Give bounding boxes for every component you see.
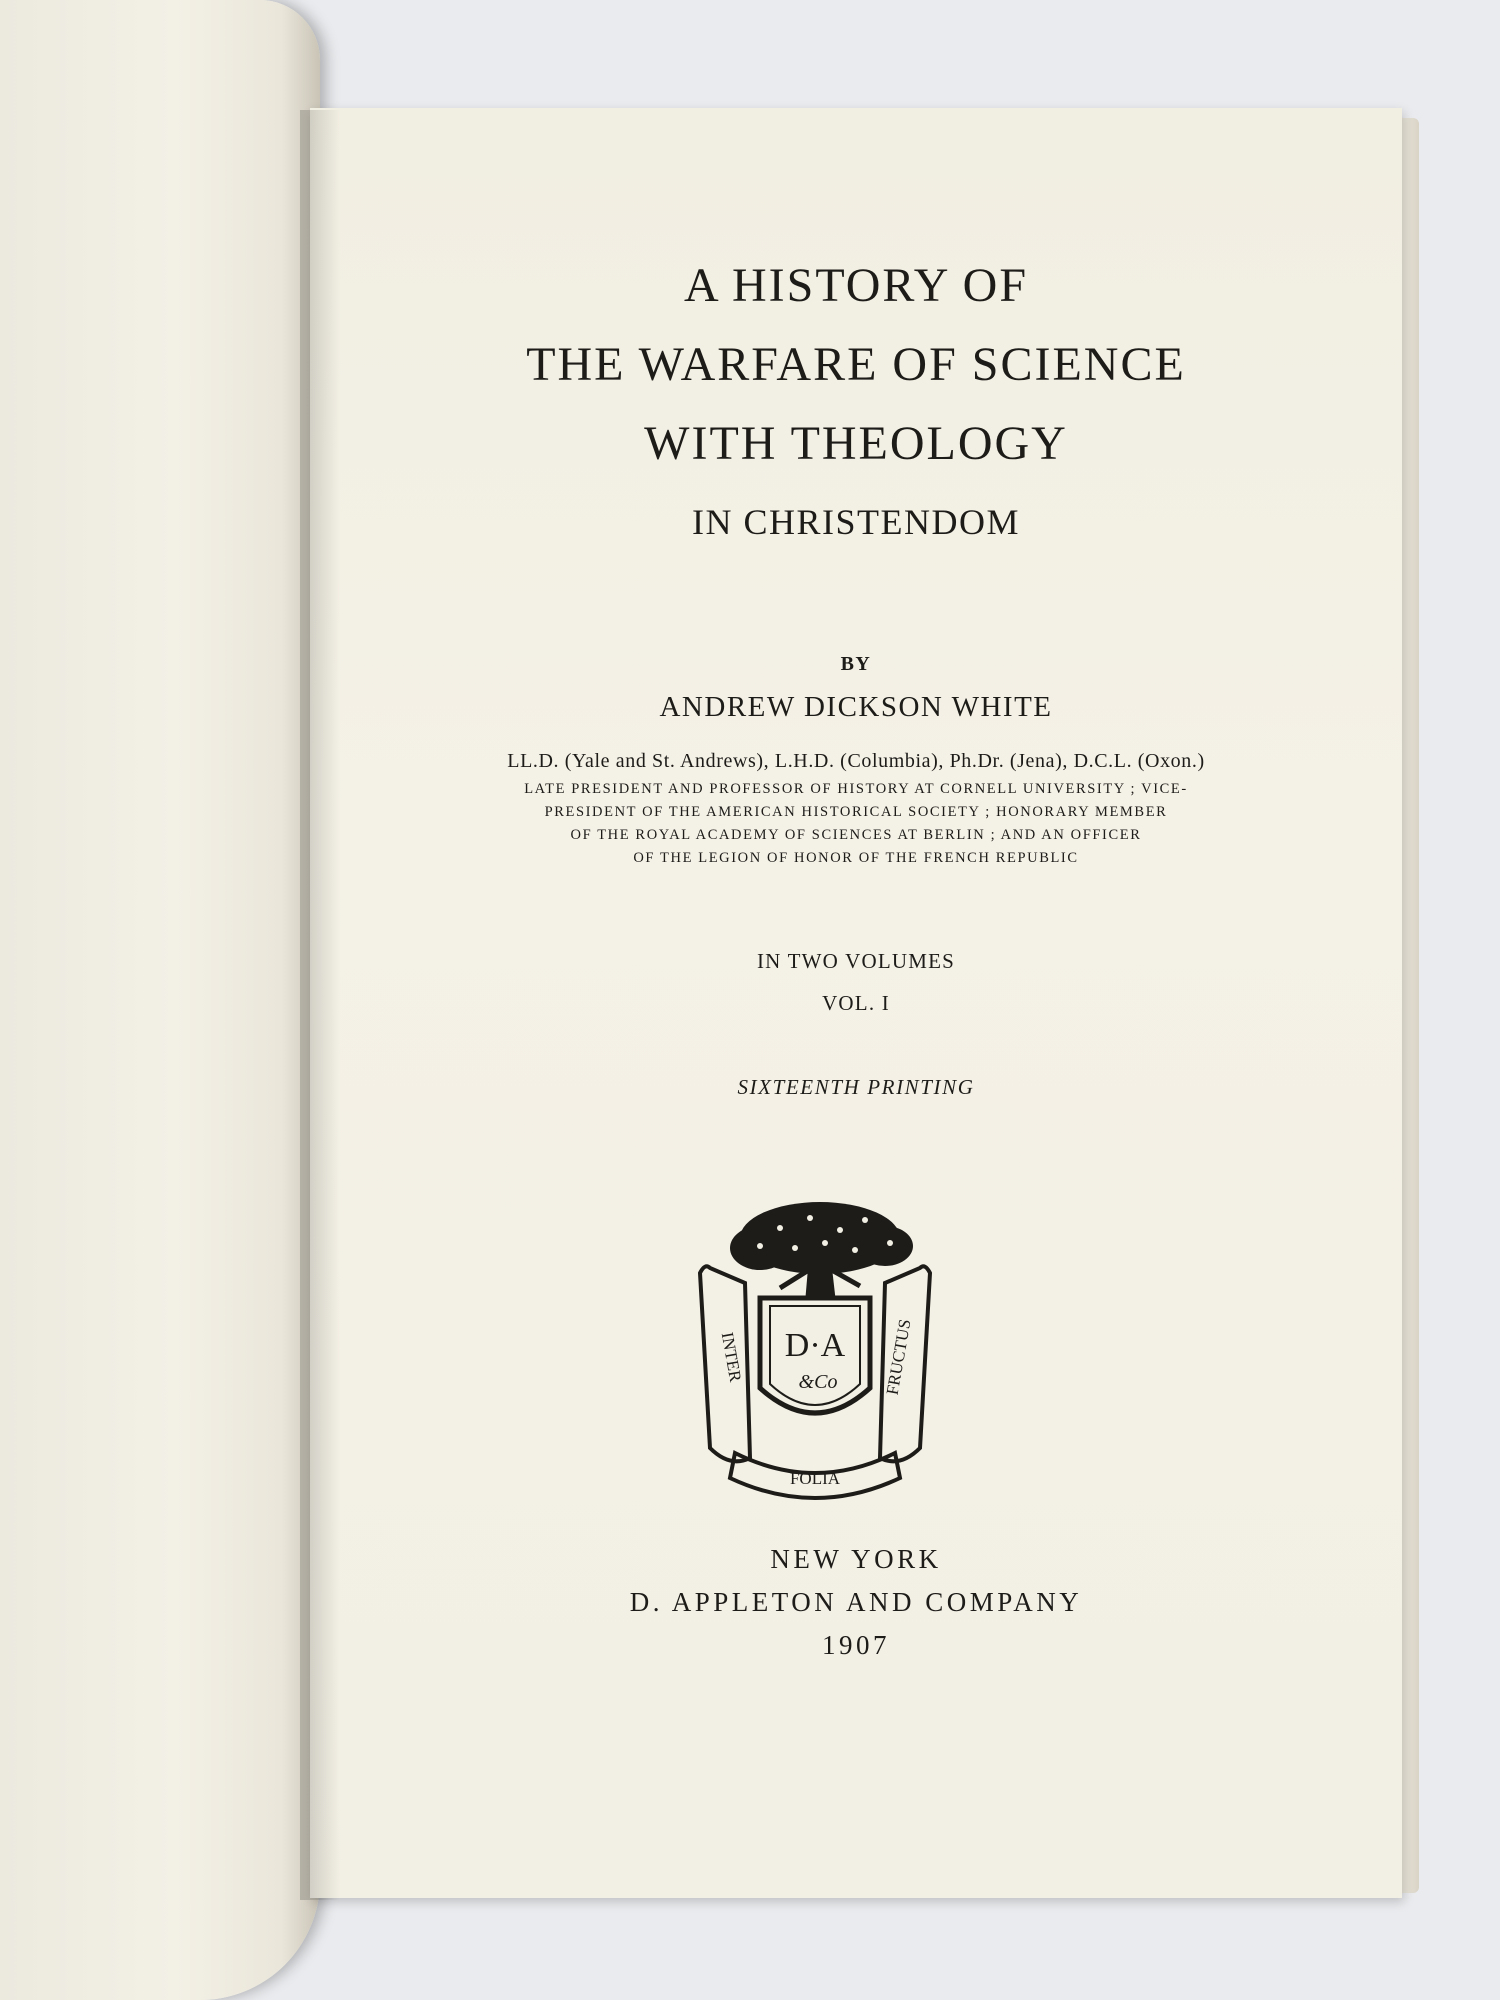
device-monogram: D·A	[784, 1327, 846, 1364]
gutter-shadow	[300, 110, 340, 1900]
publisher-device-emblem	[690, 1188, 940, 1518]
credits-line-4: OF THE LEGION OF HONOR OF THE FRENCH REPUBLIC	[633, 850, 1079, 866]
motto-bottom: FOLIA	[789, 1469, 841, 1488]
imprint	[310, 1538, 1402, 1667]
by-label: BY	[840, 653, 872, 675]
title-line-1: A HISTORY OF	[683, 259, 1029, 312]
device-monogram-sub: &Co	[798, 1371, 838, 1393]
motto-right: FRUCTUS	[882, 1317, 915, 1397]
motto-left: INTER	[717, 1330, 746, 1384]
title-page	[310, 108, 1402, 1898]
imprint-year: 1907	[822, 1630, 890, 1660]
left-page-blank	[0, 0, 320, 2000]
volume-info	[310, 940, 1402, 1024]
title-line-4: IN CHRISTENDOM	[691, 502, 1020, 542]
title-line-2: THE WARFARE OF SCIENCE	[526, 338, 1186, 391]
imprint-publisher: D. APPLETON AND COMPANY	[629, 1587, 1083, 1617]
volume-number: VOL. I	[822, 991, 890, 1015]
author-degrees: LL.D. (Yale and St. Andrews), L.H.D. (Columbia), Ph.Dr. (Jena), D.C.L. (Oxon.)	[507, 750, 1205, 772]
printing-label: SIXTEENTH PRINTING	[737, 1075, 975, 1099]
credits-line-2: PRESIDENT OF THE AMERICAN HISTORICAL SOCIETY ; HONORARY MEMBER	[544, 804, 1168, 820]
author-name: ANDREW DICKSON WHITE	[659, 691, 1053, 723]
author-credits	[310, 778, 1402, 870]
imprint-place: NEW YORK	[770, 1544, 942, 1574]
credits-line-1: LATE PRESIDENT AND PROFESSOR OF HISTORY AT CORNELL UNIVERSITY ; VICE-	[524, 781, 1188, 797]
book-title	[310, 246, 1402, 562]
title-line-3: WITH THEOLOGY	[644, 417, 1068, 470]
volumes-label: IN TWO VOLUMES	[756, 949, 956, 973]
credits-line-3: OF THE ROYAL ACADEMY OF SCIENCES AT BERLIN ; AND AN OFFICER	[570, 827, 1142, 843]
